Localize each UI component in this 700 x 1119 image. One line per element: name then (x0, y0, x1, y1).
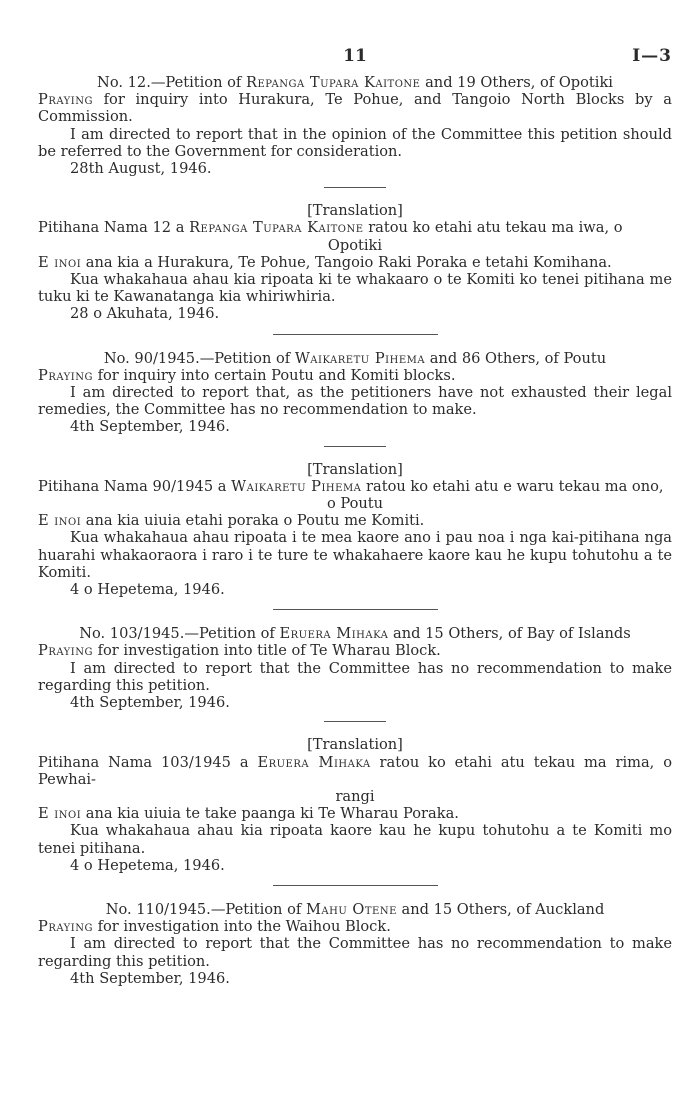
report-date: 28th August, 1946. (70, 160, 212, 178)
page-reference: I—3 (632, 46, 672, 66)
petition-title: No. 12.—Petition of Repanga Tupara Kaitone and 19 Others, of Opotiki (97, 74, 613, 91)
report-date: 4th September, 1946. (70, 418, 230, 436)
petition-title: No. 103/1945.—Petition of Eruera Mihaka and 15 Others, of Bay of Islands (79, 625, 631, 643)
translation-title-line2: Opotiki (327, 236, 383, 254)
translation-label: [Translation] (307, 202, 403, 220)
report-paragraph: I am directed to report that, as the petitioners have not exhausted their legal remedies, the Committee has no recommendation to make. (38, 384, 672, 419)
petition-no-12 (38, 74, 672, 335)
translation-title: Pitihana Nama 103/1945 a Eruera Mihaka ratou ko etahi atu tekau ma rima, o Pewhai- (38, 753, 672, 788)
report-paragraph: I am directed to report that in the opinion of the Committee this petition should be referred to the Government for consideration. (38, 125, 672, 160)
page-number: 11 (343, 46, 367, 66)
petition-no-90-1945 (38, 350, 672, 611)
translation-date: 4 o Hepetema, 1946. (70, 856, 225, 874)
section-divider (273, 885, 438, 886)
report-date: 4th September, 1946. (70, 694, 230, 712)
translation-label: [Translation] (307, 460, 403, 478)
translation-title-line2: rangi (335, 787, 375, 805)
translation-inoi-paragraph: E inoi ana kia a Hurakura, Te Pohue, Tangoio Raki Poraka e tetahi Komihana. (38, 253, 612, 271)
translation-title: Pitihana Nama 12 a Repanga Tupara Kaitone ratou ko etahi atu tekau ma iwa, o (38, 219, 623, 237)
divider (324, 721, 386, 722)
petition-title: No. 110/1945.—Petition of Mahu Otene and 15 Others, of Auckland (105, 900, 605, 918)
praying-paragraph: Praying for investigation into the Waihou Block. (38, 918, 391, 936)
translation-inoi-paragraph: E inoi ana kia uiuia te take paanga ki Te Wharau Poraka. (38, 805, 459, 823)
translation-report-paragraph: Kua whakahaua ahau kia ripoata kaore kau he kupu tohutohu a te Komiti mo tenei pitihana. (38, 822, 672, 857)
translation-title-line2: o Poutu (326, 495, 384, 513)
translation-label: [Translation] (307, 736, 403, 754)
translation-date: 4 o Hepetema, 1946. (70, 581, 225, 599)
report-paragraph: I am directed to report that the Committee has no recommendation to make regarding this petition. (38, 935, 672, 970)
section-divider (273, 609, 438, 610)
praying-paragraph: Praying for inquiry into Hurakura, Te Pohue, and Tangoio North Blocks by a Commission. (38, 91, 672, 126)
translation-report-paragraph: Kua whakahaua ahau kia ripoata ki te whakaaro o te Komiti ko tenei pitihana me tuku ki te Kawanatanga kia whiriwhiria. (38, 271, 672, 306)
report-paragraph: I am directed to report that the Committee has no recommendation to make regarding this petition. (38, 659, 672, 694)
divider (324, 187, 386, 188)
translation-inoi-paragraph: E inoi ana kia uiuia etahi poraka o Poutu me Komiti. (38, 512, 425, 530)
praying-paragraph: Praying for inquiry into certain Poutu and Komiti blocks. (38, 366, 456, 384)
divider (324, 446, 386, 447)
petition-title: No. 90/1945.—Petition of Waikaretu Pihema and 86 Others, of Poutu (103, 349, 607, 367)
praying-paragraph: Praying for investigation into title of Te Wharau Block. (38, 642, 441, 660)
translation-date: 28 o Akuhata, 1946. (70, 305, 220, 323)
petition-no-110-1945 (38, 901, 672, 987)
translation-report-paragraph: Kua whakahaua ahau ripoata i te mea kaore ano i pau noa i nga kai-pitihana nga huarahi whakaoraora i raro i te ture te whakahaere kaore kau he kupu tohutohu a te Komiti. (38, 529, 672, 581)
report-date: 4th September, 1946. (70, 969, 230, 987)
section-divider (273, 334, 438, 335)
page-header (38, 48, 672, 74)
petition-no-103-1945 (38, 625, 672, 886)
translation-title: Pitihana Nama 90/1945 a Waikaretu Pihema ratou ko etahi atu e waru tekau ma ono, (38, 477, 664, 495)
